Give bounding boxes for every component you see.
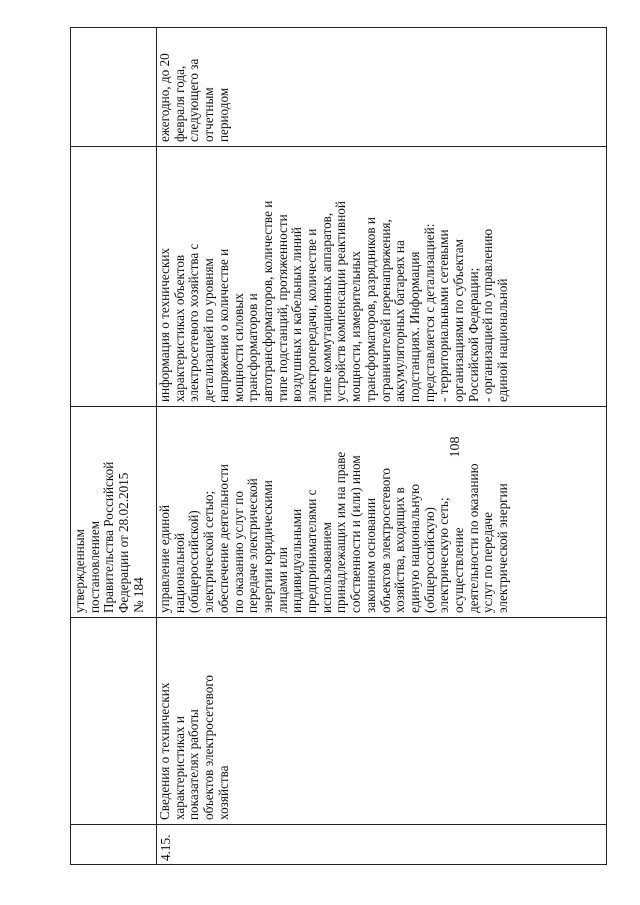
entry-content-cell: информация о технических характеристиках объектов электросетевого хозяйства с детализацией по уровням напряжения о количестве и мощности силовых трансформаторов и автотрансформаторов, количестве и типе подстанций, протяженности воздушных и кабельных линий электропередачи, количестве и типе коммутационных аппаратов, устройств компенсации реактивной мощности, измерительных трансформаторов, разрядников и ограничителей перенапряжения, аккумуляторных батареях на подстанциях. Информация представляется с детализацией: - территориальными сетевыми организациями по субъектам Российской Федерации; - организацией по управлению единой национальной xyxy=(157,200,511,402)
entry-periodicity-cell: ежегодно, до 20 февраля года, следующего за отчетным периодом xyxy=(157,53,231,142)
entry-basis-cell: управление единой национальной (общероссийской) электрической сетью; обеспечение деятельности по оказанию услуг по передаче электрической энергии юридическими лицами или индивидуальными предпринимателями с использованием принадлежащих им на праве собственности и (или) ином законном основании объектов электросетевого хозяйства, входящих в единую национальную (общероссийскую) электрическую сеть; осуществление деятельности по оказанию услуг по передаче электрической энергии xyxy=(157,451,511,613)
table-row-continuation xyxy=(71,27,157,865)
page-number: 108 xyxy=(448,436,463,458)
data-table xyxy=(70,27,607,865)
entry-name-cell: Сведения о технических характеристиках и показателях работы объектов электросетевого хозяйства xyxy=(157,674,231,820)
basis-continuation-cell: утвержденным постановлением Правительства Российской Федерации от 28.02.2015 № 184 xyxy=(72,461,146,613)
table-row xyxy=(156,27,606,865)
entry-number-cell: 4.15. xyxy=(158,834,173,861)
